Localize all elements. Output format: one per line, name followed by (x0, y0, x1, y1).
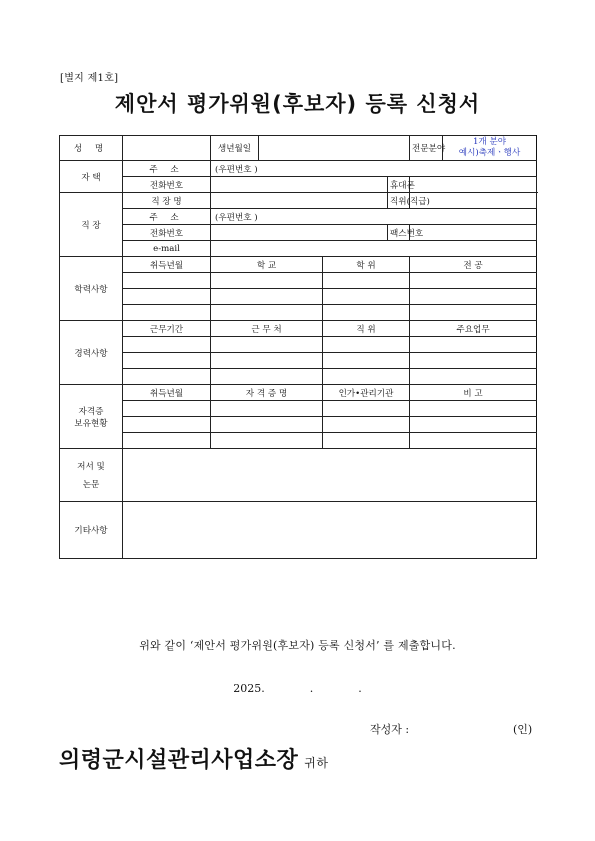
career-header-position: 직 위 (323, 321, 410, 337)
home-address-label: 주 소 (123, 161, 211, 177)
license-header-issuer: 인가•관리기관 (323, 385, 410, 401)
career-cell[interactable] (410, 353, 537, 369)
work-phone-label: 전화번호 (123, 225, 211, 241)
education-header-school: 학 교 (211, 257, 323, 273)
career-cell[interactable] (323, 369, 410, 385)
education-row (60, 289, 537, 305)
email-input[interactable] (211, 241, 537, 257)
field-input-cell[interactable] (443, 136, 537, 161)
personal-row (60, 136, 537, 161)
annex-label: [별지 제1호] (60, 73, 119, 84)
home-phone-row (60, 177, 537, 193)
recipient-honorific: 귀하 (304, 756, 329, 770)
license-cell[interactable] (211, 401, 323, 417)
career-cell[interactable] (410, 337, 537, 353)
education-header-degree: 학 위 (323, 257, 410, 273)
work-email-row (60, 241, 537, 257)
license-cell[interactable] (123, 433, 211, 449)
education-header-row (60, 257, 537, 273)
work-address-label: 주 소 (123, 209, 211, 225)
others-input[interactable] (123, 502, 537, 559)
others-row (60, 502, 537, 559)
declaration-text: 위와 같이 ‘제안서 평가위원(후보자) 등록 신청서’ 를 제출합니다. (139, 639, 456, 652)
career-header-row (60, 321, 537, 337)
birth-input-cell[interactable] (259, 136, 410, 161)
recipient-line (59, 743, 328, 774)
date-year: 2025. (233, 682, 265, 695)
education-row (60, 305, 537, 321)
license-cell[interactable] (123, 401, 211, 417)
field-hint-line1: 1개 분야 (472, 137, 507, 147)
form-title: 제안서 평가위원(후보자) 등록 신청서 (114, 92, 481, 116)
fax-input[interactable] (410, 225, 537, 241)
education-header-date: 취득년월 (123, 257, 211, 273)
career-cell[interactable] (123, 337, 211, 353)
recipient-name: 의령군시설관리사업소장 (59, 748, 299, 773)
home-phone-label: 전화번호 (123, 177, 211, 193)
date-month-separator: . (309, 682, 314, 695)
career-cell[interactable] (211, 369, 323, 385)
license-row (60, 401, 537, 417)
education-cell[interactable] (410, 273, 537, 289)
license-label-line1: 자격증 (78, 406, 104, 417)
license-label-line2: 보유현황 (74, 418, 108, 429)
mobile-input[interactable] (410, 177, 537, 193)
license-cell[interactable] (211, 417, 323, 433)
education-cell[interactable] (123, 289, 211, 305)
application-form-table (59, 135, 537, 559)
career-row (60, 353, 537, 369)
education-cell[interactable] (410, 289, 537, 305)
license-cell[interactable] (410, 417, 537, 433)
license-cell[interactable] (410, 401, 537, 417)
career-header-duties: 주요업무 (410, 321, 537, 337)
work-phone-input[interactable] (211, 225, 388, 241)
license-row (60, 417, 537, 433)
birth-label: 생년월일 (211, 136, 259, 161)
career-row (60, 369, 537, 385)
license-cell[interactable] (123, 417, 211, 433)
career-cell[interactable] (211, 353, 323, 369)
license-row (60, 433, 537, 449)
education-row (60, 273, 537, 289)
work-section-label: 직 장 (60, 193, 123, 257)
papers-row (60, 449, 537, 502)
license-header-remarks: 비 고 (410, 385, 537, 401)
license-section-label (60, 385, 123, 449)
license-header-date: 취득년월 (123, 385, 211, 401)
name-label: 성 명 (60, 136, 123, 161)
education-cell[interactable] (410, 305, 537, 321)
education-cell[interactable] (211, 305, 323, 321)
home-section-label: 자 택 (60, 161, 123, 193)
field-hint-line2: 예시)축제ㆍ행사 (458, 148, 521, 158)
career-cell[interactable] (123, 369, 211, 385)
education-cell[interactable] (323, 273, 410, 289)
license-header-row (60, 385, 537, 401)
career-header-workplace: 근 무 처 (211, 321, 323, 337)
education-cell[interactable] (123, 273, 211, 289)
education-section-label: 학력사항 (60, 257, 123, 321)
field-label: 전문분야 (410, 136, 443, 161)
education-cell[interactable] (323, 289, 410, 305)
license-cell[interactable] (323, 401, 410, 417)
education-header-major: 전 공 (410, 257, 537, 273)
license-header-name: 자 격 증 명 (211, 385, 323, 401)
education-cell[interactable] (123, 305, 211, 321)
career-cell[interactable] (323, 353, 410, 369)
license-cell[interactable] (410, 433, 537, 449)
company-label: 직 장 명 (123, 193, 211, 209)
home-address-input[interactable]: (우편번호 ) (211, 161, 537, 177)
papers-label-line1: 저서 및 (77, 462, 105, 472)
career-header-period: 근무기간 (123, 321, 211, 337)
submission-date (0, 682, 595, 695)
papers-label-line2: 논문 (82, 480, 100, 490)
license-cell[interactable] (323, 433, 410, 449)
education-cell[interactable] (323, 305, 410, 321)
company-input[interactable] (211, 193, 388, 209)
education-cell[interactable] (211, 273, 323, 289)
work-company-row (60, 193, 537, 209)
papers-section-label (60, 449, 123, 502)
home-address-row (60, 161, 537, 177)
email-label: e-mail (123, 241, 211, 257)
date-day-separator: . (358, 682, 362, 695)
others-section-label: 기타사항 (60, 502, 123, 559)
home-phone-input[interactable] (211, 177, 388, 193)
papers-input[interactable] (123, 449, 537, 502)
career-cell[interactable] (323, 337, 410, 353)
work-address-row (60, 209, 537, 225)
name-input-cell[interactable] (123, 136, 211, 161)
seal-label: (인) (513, 723, 533, 736)
fax-label: 팩스번호 (388, 225, 410, 241)
career-cell[interactable] (410, 369, 537, 385)
work-phone-row (60, 225, 537, 241)
license-cell[interactable] (211, 433, 323, 449)
writer-label: 작성자 : (370, 723, 410, 736)
career-row (60, 337, 537, 353)
license-cell[interactable] (323, 417, 410, 433)
mobile-label: 휴대폰 (388, 177, 410, 193)
work-address-input[interactable]: (우편번호 ) (211, 209, 537, 225)
job-position-label: 직위(직급) (388, 193, 410, 209)
career-section-label: 경력사항 (60, 321, 123, 385)
education-cell[interactable] (211, 289, 323, 305)
career-cell[interactable] (123, 353, 211, 369)
career-cell[interactable] (211, 337, 323, 353)
